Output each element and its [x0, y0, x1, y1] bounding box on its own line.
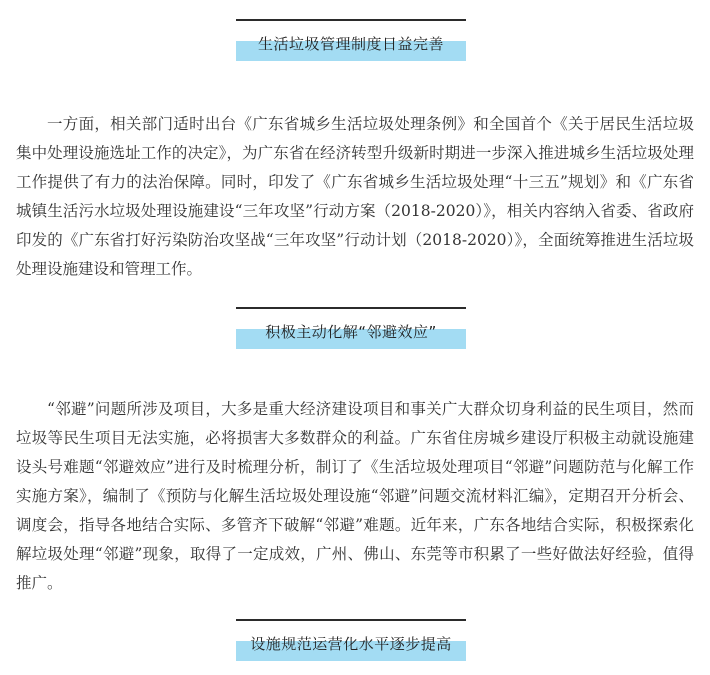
heading-box — [236, 21, 466, 61]
section-heading-2 — [236, 307, 466, 349]
heading-title: 生活垃圾管理制度日益完善 — [257, 35, 444, 53]
heading-box — [236, 621, 466, 661]
section-heading-3 — [236, 619, 466, 661]
heading-title: 设施规范运营化水平逐步提高 — [250, 635, 452, 653]
section-heading-1 — [236, 19, 466, 61]
section-paragraph-2: “邻避”问题所涉及项目，大多是重大经济建设项目和事关广大群众切身利益的民生项目，然而垃圾等民生项目无法实施，必将损害大多数群众的利益。广东省住房城乡建设厅积极主动就设施建设头号难题“邻避效应”进行及时梳理分析，制订了《生活垃圾处理项目“邻避”问题防范与化解工作实施方案》，编制了《预防与化解生活垃圾处理设施“邻避”问题交流材料汇编》，定期召开分析会、调度会，指导各地结合实际、多管齐下破解“邻避”难题。近年来，广东各地结合实际，积极探索化解垃圾处理“邻避”现象，取得了一定成效，广州、佛山、东莞等市积累了一些好做法好经验，值得推广。 — [16, 400, 694, 592]
heading-title: 积极主动化解“邻避效应” — [265, 323, 437, 341]
section-paragraph-1: 一方面，相关部门适时出台《广东省城乡生活垃圾处理条例》和全国首个《关于居民生活垃圾集中处理设施选址工作的决定》，为广东省在经济转型升级新时期进一步深入推进城乡生活垃圾处理工作提供了有力的法治保障。同时，印发了《广东省城乡生活垃圾处理“十三五”规划》和《广东省城镇生活污水垃圾处理设施建设“三年攻坚”行动方案（2018-2020）》，相关内容纳入省委、省政府印发的《广东省打好污染防治攻坚战“三年攻坚”行动计划（2018-2020）》，全面统筹推进生活垃圾处理设施建设和管理工作。 — [16, 115, 694, 278]
heading-box — [236, 309, 466, 349]
